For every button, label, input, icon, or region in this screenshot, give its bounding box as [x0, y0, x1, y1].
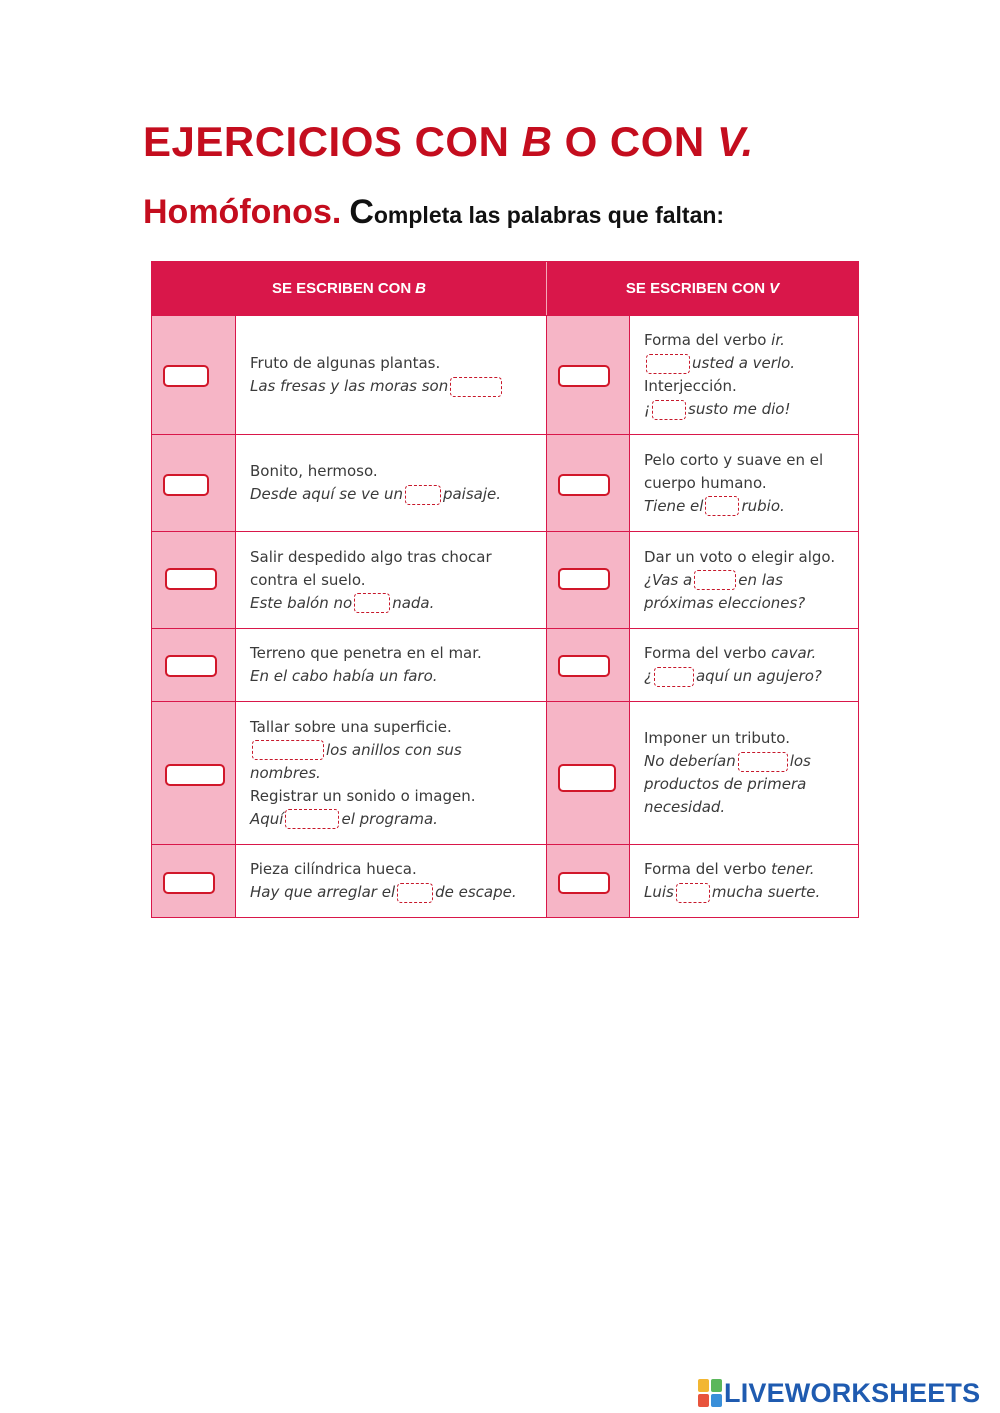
blank-v-4[interactable]	[654, 667, 694, 687]
blank-v-2[interactable]	[705, 496, 739, 516]
liveworksheets-logo[interactable]: LIVEWORKSHEETS	[698, 1378, 980, 1408]
exercise-table	[151, 261, 859, 918]
header-column-v: SE ESCRIBEN CON V	[546, 262, 858, 315]
blank-b-5b[interactable]	[285, 809, 339, 829]
blank-b-3[interactable]	[354, 593, 390, 613]
answer-input-v-3[interactable]	[558, 568, 610, 590]
blank-v-1a[interactable]	[646, 354, 690, 374]
table-row	[152, 628, 858, 701]
answer-cell-v	[546, 316, 630, 434]
definition-b: Bonito, hermoso. Desde aquí se ve un paisaje.	[250, 462, 502, 503]
blank-v-1b[interactable]	[652, 400, 686, 420]
answer-cell-v	[546, 532, 630, 628]
answer-input-b-6[interactable]	[163, 872, 215, 894]
blank-b-1[interactable]	[450, 377, 502, 397]
instructions: Homófonos. Completa las palabras que faltan:	[143, 193, 725, 231]
definition-v: Forma del verbo ir. usted a verlo. Interjección. ¡ susto me dio!	[644, 331, 796, 418]
answer-cell-v	[546, 435, 630, 531]
definition-v: Dar un voto o elegir algo. ¿Vas a en las próximas elecciones?	[644, 547, 836, 612]
definition-b: Terreno que penetra en el mar. En el cabo había un faro.	[250, 644, 482, 685]
title-letter-b: B	[521, 118, 553, 165]
answer-cell-b	[152, 845, 236, 917]
table-row	[152, 701, 858, 844]
table-row	[152, 315, 858, 434]
answer-input-b-3[interactable]	[165, 568, 217, 590]
subtitle-topic: Homófonos.	[143, 193, 342, 231]
answer-cell-b	[152, 316, 236, 434]
blank-v-3[interactable]	[694, 570, 736, 590]
answer-input-v-1[interactable]	[558, 365, 610, 387]
subtitle-instruction: ompleta las palabras que faltan:	[373, 202, 725, 228]
answer-cell-b	[152, 435, 236, 531]
definition-b: Tallar sobre una superficie. los anillos con sus nombres. Registrar un sonido o imagen. Aquí el programa.	[250, 717, 476, 828]
answer-cell-b	[152, 702, 236, 844]
answer-input-b-5[interactable]	[165, 764, 225, 786]
title-letter-v: V.	[716, 118, 754, 165]
answer-input-b-1[interactable]	[163, 365, 209, 387]
table-row	[152, 844, 858, 917]
answer-cell-b	[152, 532, 236, 628]
blank-v-6[interactable]	[676, 883, 710, 903]
table-header	[152, 262, 858, 315]
blank-b-2[interactable]	[405, 485, 441, 505]
answer-input-v-2[interactable]	[558, 474, 610, 496]
page-title: EJERCICIOS CON B O CON V.	[143, 118, 754, 165]
answer-cell-v	[546, 702, 630, 844]
table-row	[152, 434, 858, 531]
blank-v-5[interactable]	[738, 752, 788, 772]
answer-input-v-4[interactable]	[558, 655, 610, 677]
definition-b: Fruto de algunas plantas. Las fresas y las moras son	[250, 316, 540, 434]
table-row	[152, 531, 858, 628]
definition-b: Pieza cilíndrica hueca. Hay que arreglar el de escape.	[250, 860, 517, 901]
definition-b: Salir despedido algo tras chocar contra el suelo. Este balón no nada.	[250, 547, 492, 612]
blank-b-6[interactable]	[397, 883, 433, 903]
definition-v: Imponer un tributo. No deberían los productos de primera necesidad.	[644, 729, 811, 816]
definition-v: Forma del verbo tener. Luis mucha suerte.	[644, 860, 821, 901]
logo-mark-icon	[698, 1379, 722, 1407]
answer-input-b-4[interactable]	[165, 655, 217, 677]
answer-cell-b	[152, 629, 236, 701]
answer-input-b-2[interactable]	[163, 474, 209, 496]
definition-v: Forma del verbo cavar. ¿ aquí un agujero?	[644, 644, 822, 685]
answer-cell-v	[546, 629, 630, 701]
answer-input-v-5[interactable]	[558, 764, 616, 792]
blank-b-5a[interactable]	[252, 740, 324, 760]
header-column-b: SE ESCRIBEN CON B	[271, 280, 427, 297]
answer-input-v-6[interactable]	[558, 872, 610, 894]
definition-v: Pelo corto y suave en el cuerpo humano. Tiene el rubio.	[644, 450, 824, 515]
answer-cell-v	[546, 845, 630, 917]
